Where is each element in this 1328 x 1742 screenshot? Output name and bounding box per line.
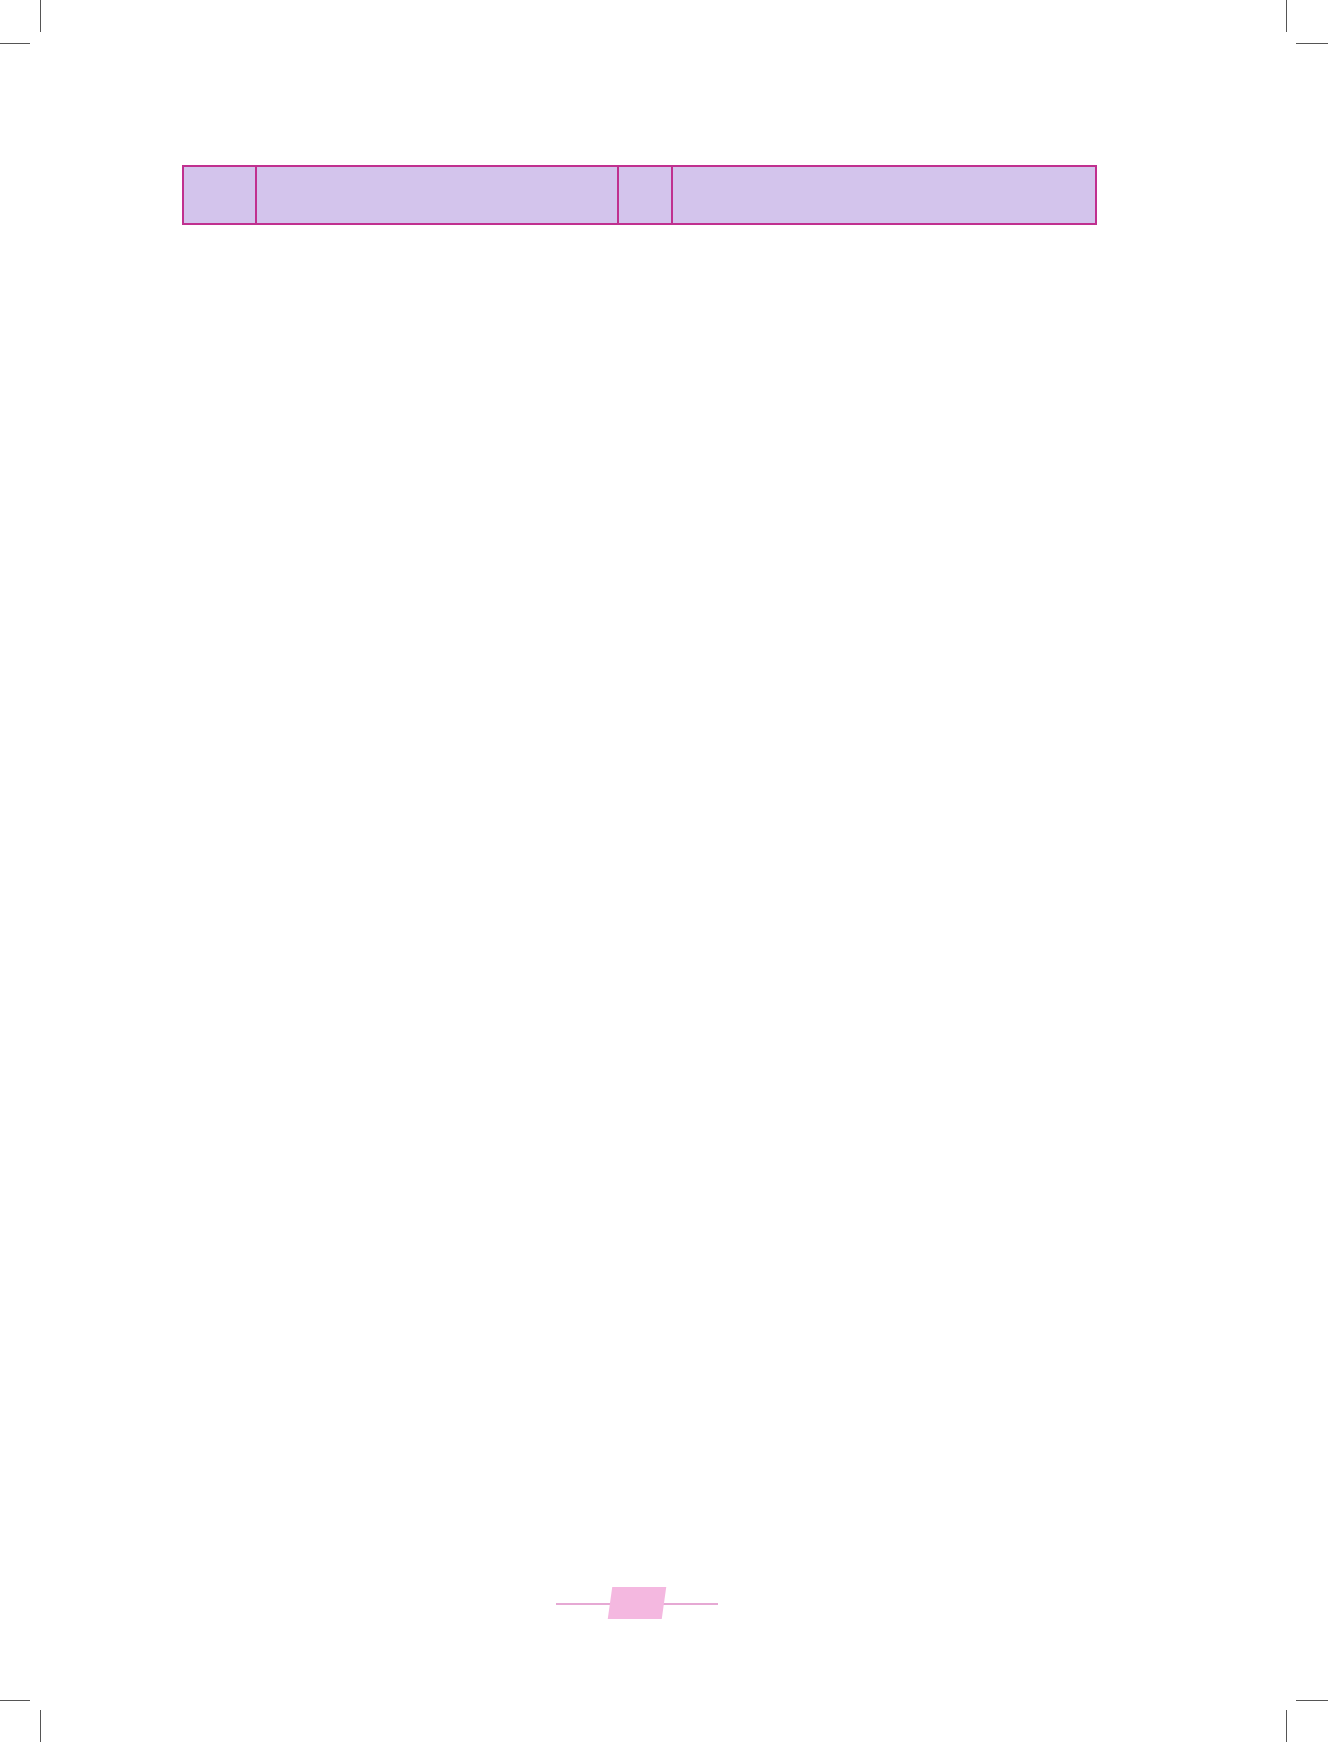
- crop-mark: [1296, 43, 1328, 44]
- crop-mark: [0, 1700, 30, 1701]
- header-empty-num: [183, 166, 256, 224]
- match-table: [182, 165, 1097, 225]
- table-header-row: [183, 166, 1096, 224]
- crop-mark: [1286, 0, 1287, 32]
- crop-mark: [40, 0, 41, 32]
- q6-heading: [163, 827, 199, 852]
- crop-mark: [1286, 1710, 1287, 1742]
- crop-mark: [1296, 1700, 1328, 1701]
- crop-mark: [0, 43, 30, 44]
- header-column-b: [672, 166, 1096, 224]
- page-number-badge: [608, 1587, 666, 1619]
- crop-mark: [40, 1710, 41, 1742]
- header-empty-letter: [618, 166, 672, 224]
- q5-heading: [163, 129, 199, 154]
- header-column-a: [256, 166, 618, 224]
